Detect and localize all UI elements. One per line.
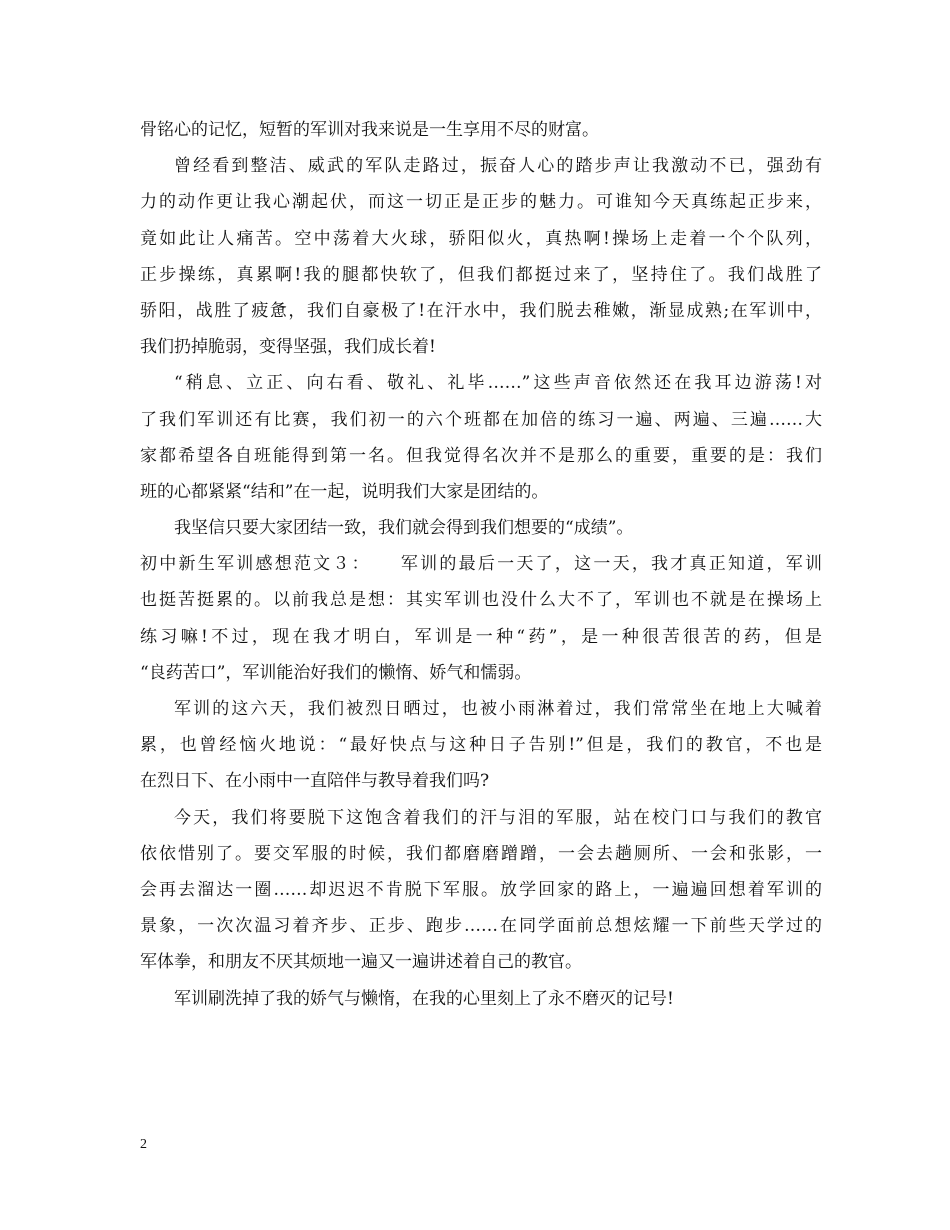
page-number: 2 [140,1137,147,1152]
text-line: 正步操练，真累啊!我的腿都快软了，但我们都挺过来了，坚持住了。我们战胜了 [140,264,822,285]
text-line: 军训刷洗掉了我的娇气与懒惰，在我的心里刻上了永不磨灭的记号! [174,988,674,1009]
text-line: 初中新生军训感想范文３： 军训的最后一天了，这一天，我才真正知道，军训 [140,554,822,575]
text-line: 班的心都紧紧“结和”在一起，说明我们大家是团结的。 [140,481,549,502]
text-line: 了我们军训还有比赛，我们初一的六个班都在加倍的练习一遍、两遍、三遍……大 [140,409,822,430]
text-line: 今天，我们将要脱下这饱含着我们的汗与泪的军服，站在校门口与我们的教官 [174,807,822,828]
text-line: 累，也曾经恼火地说：“最好快点与这种日子告别!”但是，我们的教官，不也是 [140,735,822,756]
text-line: 也挺苦挺累的。以前我总是想：其实军训也没什么大不了，军训也不就是在操场上 [140,590,822,611]
text-line: 在烈日下、在小雨中一直陪伴与教导着我们吗? [140,771,490,792]
text-line: 我坚信只要大家团结一致，我们就会得到我们想要的“成绩”。 [174,518,634,539]
text-line: 练习嘛!不过，现在我才明白，军训是一种“药”，是一种很苦很苦的药，但是 [140,626,822,647]
text-line: 军训的这六天，我们被烈日晒过，也被小雨淋着过，我们常常坐在地上大喊着 [174,699,822,719]
text-line: 我们扔掉脆弱，变得坚强，我们成长着! [140,337,436,358]
text-line: 会再去溜达一圈……却迟迟不肯脱下军服。放学回家的路上，一遍遍回想着军训的 [140,879,822,900]
text-line: 军体拳，和朋友不厌其烦地一遍又一遍讲述着自己的教官。 [140,952,582,973]
text-line: 骄阳，战胜了疲惫，我们自豪极了!在汗水中，我们脱去稚嫩，渐显成熟;在军训中， [140,300,822,321]
text-line: 竟如此让人痛苦。空中荡着大火球，骄阳似火，真热啊!操场上走着一个个队列， [140,228,822,249]
text-line: 曾经看到整洁、威武的军队走路过，振奋人心的踏步声让我激动不已，强劲有 [174,156,822,177]
text-line: 景象，一次次温习着齐步、正步、跑步……在同学面前总想炫耀一下前些天学过的 [140,916,822,937]
text-line: “良药苦口”，军训能治好我们的懒惰、娇气和懦弱。 [140,662,532,683]
text-line: 力的动作更让我心潮起伏，而这一切正是正步的魅力。可谁知今天真练起正步来， [140,192,822,213]
text-line: 依依惜别了。要交军服的时候，我们都磨磨蹭蹭，一会去趟厕所、一会和张影，一 [140,843,822,864]
body-text [140,112,822,1017]
text-line: 家都希望各自班能得到第一名。但我觉得名次并不是那么的重要，重要的是：我们 [140,445,822,466]
text-line: 骨铭心的记忆，短暂的军训对我来说是一生享用不尽的财富。 [140,120,599,140]
text-line: “稍息、立正、向右看、敬礼、礼毕……”这些声音依然还在我耳边游荡!对 [174,373,822,394]
